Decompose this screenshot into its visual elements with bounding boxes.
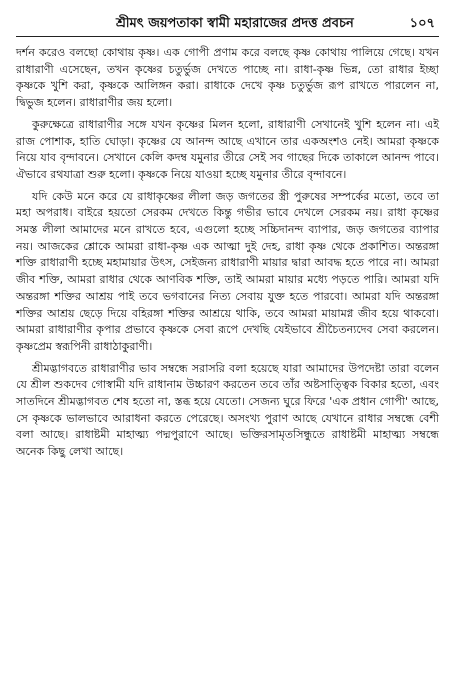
paragraph: দর্শন করেও বলছো কোথায় কৃষ্ণ। এক গোপী প্রণাম করে বলছে কৃষ্ণ কোথায় পালিয়ে গেছে। যখন রাধারাণী এসেছেন, তখন কৃষ্ণের চতুর্ভুজ দেখতে পাচ্ছে না। রাধা-কৃষ্ণ ভিন্ন, তো রাধার ইচ্ছা কৃষ্ণকে খুশি করা, কৃষ্ণকে আলিঙ্গন করা। রাধাকে দেখে কৃষ্ণ চতুর্ভুজ রূপ রাখতে পারলেন না, দ্বিভুজ হলেন। রাধারাণীর জয় হলো।: [16, 46, 439, 110]
body-text: [16, 45, 439, 461]
paragraph: যদি কেউ মনে করে যে রাধাকৃষ্ণের লীলা জড় জগতের স্ত্রী পুরুষের সম্পর্কের মতো, তবে তা মহা অপরাধ। বাইরে হয়তো সেরকম দেখতে কিন্তু গভীর ভাবে দেখলে সেরকম নয়। রাধা কৃষ্ণের সমস্ত লীলা আমাদের মনে রাখতে হবে, এগুলো হচ্ছে সচ্চিদানন্দ ব্যাপার, জড় জগতের ব্যাপার নয়। আজকের শ্লোকে আমরা রাধা-কৃষ্ণ এক আত্মা দুই দেহ, রাধা কৃষ্ণ থেকে প্রকাশিত। অন্তরঙ্গা শক্তি রাধারাণী হচ্ছে মহামায়ার উৎস, সেইজন্য রাধারাণী মায়ার দ্বারা আবদ্ধ হতে পারে না। আমরা জীব শক্তি, আমরা রাধার থেকে আণবিক শক্তি, তাই আমরা মায়ার মধ্যে পড়তে পারি। আমরা যদি অন্তরঙ্গা শক্তির আশ্রয় পাই তবে ভগবানের নিত্য সেবায় যুক্ত হতে পারবো। আমরা যদি অন্তরঙ্গা শক্তির আশ্রয় ছেড়ে দিয়ে বহিরঙ্গা শক্তির আশ্রয়ে থাকি, তবে আমরা মায়ামগ্ন জীব হয়ে থাকবো। আমরা রাধারাণীর কৃপার প্রভাবে কৃষ্ণকে সেবা রূপে দেখছি যেইভাবে শ্রীচৈতন্যদেব সেবা করলেন। কৃষ্ণপ্রেম স্বরূপিনী রাধাঠাকুরাণী।: [16, 189, 439, 353]
running-header: [16, 14, 439, 37]
page-number: ১০৭: [409, 16, 435, 31]
paragraph: শ্রীমদ্ভাগবতে রাধারাণীর ভাব সম্বন্ধে সরাসরি বলা হয়েছে যারা আমাদের উপদেষ্টা তারা বলেন যে শ্রীল শুকদেব গোস্বামী যদি রাধানাম উচ্চারণ করতেন তবে তাঁর অষ্টসাত্ত্বিক বিকার হতো, এবং সাতদিনে শ্রীমদ্ভাগবত শেষ হতো না, স্তব্ধ হয়ে যেতো। সেজন্য ঘুরে ফিরে 'এক প্রধান গোপী' আছে, সে কৃষ্ণকে ভালভাবে আরাধনা করতে পেরেছে। অসংখ্য পুরাণ আছে যেখানে রাধার সম্বন্ধে বেশী বলা আছে। রাধাষ্টমী মাহাত্ম্য পদ্মপুরাণে আছে। ভক্তিরসামৃতসিন্ধুতে রাধাষ্টমী মাহাত্ম্য সম্বন্ধে অনেক কিছু লেখা আছে।: [16, 361, 439, 459]
paragraph: কুরুক্ষেত্রে রাধারাণীর সঙ্গে যখন কৃষ্ণের মিলন হলো, রাধারাণী সেখানেই খুশি হলেন না। এই রাজ পোশাক, হাতি ঘোড়া। কৃষ্ণের যে আনন্দ আছে এখানে তার একঅংশও নেই। আমরা কৃষ্ণকে নিয়ে যাব বৃন্দাবনে। সেখানে কেলি কদম্ব যমুনার তীরে সেই সব গাছের দিকে তাকালে আনন্দ পাবে। ঐভাবে রথযাত্রা শুরু হলো। কৃষ্ণকে নিয়ে যাওয়া হচ্ছে যমুনার তীরে বৃন্দাবনে।: [16, 117, 439, 181]
header-title: শ্রীমৎ জয়পতাকা স্বামী মহারাজের প্রদত্ত প্রবচন: [116, 16, 354, 31]
